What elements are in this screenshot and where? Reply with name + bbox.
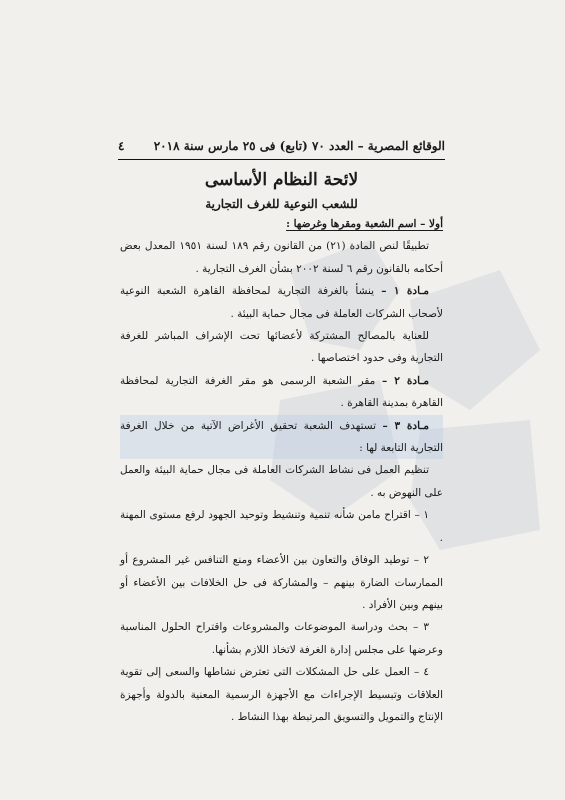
page-number: ٤ [118, 139, 125, 153]
list-item: ٤ – العمل على حل المشكلات التى تعترض نشاطها والسعى إلى تقوية العلاقات وتبسيط الإجراءات مع الأجهزة الرسمية المعنية بالدولة وأجهزة الإنتاج والتمويل والتسويق المرتبطة بهذا النشاط . [120, 666, 443, 723]
section-heading-text: أولا – اسم الشعبة ومقرها وغرضها : [286, 218, 443, 230]
article-2-text: مقر الشعبة الرسمى هو مقر الغرفة التجارية لمحافظة القاهرة بمدينة القاهرة . [120, 374, 443, 410]
intro-paragraph: تطبيقًا لنص المادة (٢١) من القانون رقم ١٨٩ لسنة ١٩٥١ المعدل بعض أحكامه بالقانون رقم ٦ لسنة ٢٠٠٢ بشأن الغرف التجارية . [120, 240, 443, 275]
article-1-text: ينشأ بالغرفة التجارية لمحافظة القاهرة الشعبة النوعية لأصحاب الشركات العاملة فى مجال حماية البيئة . [120, 285, 443, 320]
header-rule [118, 159, 445, 160]
article-1 [120, 280, 443, 325]
list-item: ٢ – توطيد الوفاق والتعاون بين الأعضاء ومنع التنافس غير المشروع أو الممارسات الضارة بينهم – والمشاركة فى حل الخلافات بين الأعضاء أو بينهم وبين الأفراد . [120, 554, 443, 611]
article-2-label: مـادة ٢ – [381, 374, 430, 387]
document-subtitle: للشعب النوعية للغرف التجارية [205, 197, 358, 211]
page-header [118, 136, 445, 156]
article-3-label: مـادة ٣ – [382, 419, 430, 432]
article-3 [120, 415, 443, 460]
section-heading [120, 213, 443, 235]
document-title: لائحة النظام الأساسى [204, 170, 359, 190]
list-item: ٣ – بحث ودراسة الموضوعات والمشروعات واقتراح الحلول المناسبة وعرضها على مجلس إدارة الغرفة لاتخاذ اللازم بشأنها. [120, 621, 443, 656]
running-title: الوقائع المصرية – العدد ٧٠ (تابع) فى ٢٥ مارس سنة ٢٠١٨ [153, 139, 445, 153]
article-2 [120, 370, 443, 415]
article-1-label: مـادة ١ – [381, 285, 429, 298]
document-body [120, 213, 443, 728]
list-item: ١ – اقتراح مامن شأنه تنمية وتنشيط وتوحيد الجهود لرفع مستوى المهنة . [120, 509, 443, 544]
article-3-text: تستهدف الشعبة تحقيق الأغراض الآتية من خلال الغرفة التجارية التابعة لها : [120, 419, 443, 455]
purpose-paragraph: تنظيم العمل فى نشاط الشركات العاملة فى مجال حماية البيئة والعمل على النهوض به . [120, 464, 443, 499]
article-1-continuation: للعناية بالمصالح المشتركة لأعضائها تحت الإشراف المباشر للغرفة التجارية وفى حدود اختصاصها . [120, 330, 443, 365]
